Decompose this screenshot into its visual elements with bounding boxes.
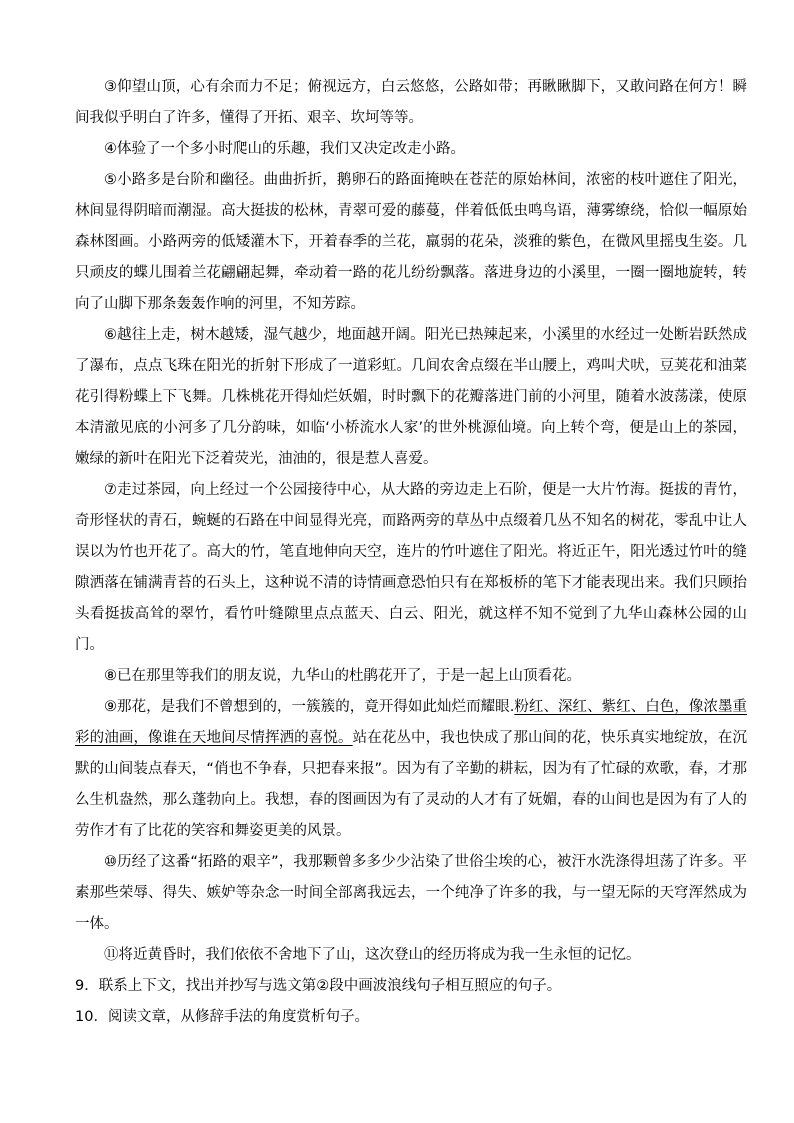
paragraph-number: ⑤ — [104, 172, 118, 188]
paragraph-text: 仰望山顶，心有余而力不足；俯视远方，白云悠悠，公路如带；再瞅瞅脚下，又敢问路在何方！瞬间我似乎明白了许多，懂得了开拓、艰辛、坎坷等等。 — [75, 79, 748, 126]
article-body — [75, 72, 747, 1033]
paragraph-text: 历经了这番“拓路的艰辛”，我那颗曾多多少少沾染了世俗尘埃的心，被汗水洗涤得坦荡了许多。平素那些荣辱、得失、嫉妒等杂念一时间全部离我远去，一个纯净了许多的我，与一望无际的天穹浑然成为一体。 — [75, 854, 747, 932]
paragraph-text-after: 站在花丛中，我也快成了那山间的花，快乐真实地绽放，在沉默的山间装点春天，“俏也不争春，只把春来报”。因为有了辛勤的耕耘，因为有了忙碌的欢歌，春，才那么生机盎然，那么蓬勃向上。我想，春的图画因为有了灵动的人才有了妩媚，春的山间也是因为有了人的劳作才有了比花的笑容和舞姿更美的风景。 — [75, 730, 747, 839]
paragraph-number: ⑧ — [104, 668, 117, 684]
paragraph-text: 已在那里等我们的朋友说，九华山的杜鹃花开了，于是一起上山顶看花。 — [117, 668, 581, 684]
paragraph-text: 小路多是台阶和幽径。曲曲折折，鹅卵石的路面掩映在苍茫的原始林间，浓密的枝叶遮住了阳光，林间显得阴暗而潮湿。高大挺拔的松林，青翠可爱的藤蔓，伴着低低虫鸣鸟语，薄雾缭绕，恰似一幅原始森林图画。小路两旁的低矮灌木下，开着春季的兰花，羸弱的花朵，淡雅的紫色，在微风里摇曳生姿。几只顽皮的蝶儿围着兰花翩翩起舞，牵动着一路的花儿纷纷飘落。落进身边的小溪里，一圈一圈地旋转，转向了山脚下那条轰轰作响的河里，不知芳踪。 — [75, 172, 748, 312]
paragraph-text: 越往上走，树木越矮，湿气越少，地面越开阔。阳光已热辣起来，小溪里的水经过一处断岩跃然成了瀑布，点点飞珠在阳光的折射下形成了一道彩虹。几间农舍点缀在半山腰上，鸡叫犬吠，豆荚花和油菜花引得粉蝶上下飞舞。几株桃花开得灿烂妖媚，时时飘下的花瓣落进门前的小河里，随着水波荡漾，使原本清澈见底的小河多了几分韵味，如临‘小桥流水人家’的世外桃源仙境。向上转个弯，便是山上的茶园，嫩绿的新叶在阳光下泛着荧光，油油的，很是惹人喜爱。 — [75, 327, 748, 467]
paragraph-number: ⑪ — [104, 947, 119, 963]
paragraph-10 — [75, 847, 747, 940]
paragraph-4 — [75, 134, 747, 165]
paragraph-5 — [75, 165, 747, 320]
paragraph-number: ③ — [104, 79, 118, 95]
paragraph-number: ⑨ — [104, 699, 118, 715]
paragraph-number: ⑥ — [104, 327, 118, 343]
paragraph-11 — [75, 940, 747, 971]
paragraph-9 — [75, 692, 747, 847]
question-9: 9．联系上下文，找出并抄写与选文第②段中画波浪线句子相互照应的句子。 — [75, 978, 562, 994]
paragraph-7 — [75, 475, 747, 661]
paragraph-number: ④ — [104, 141, 117, 157]
paragraph-8 — [75, 661, 747, 692]
paragraph-number: ⑩ — [104, 854, 118, 870]
paragraph-6 — [75, 320, 747, 475]
question-10: 10．阅读文章，从修辞手法的角度赏析句子。 — [75, 1009, 369, 1025]
underlined-sentence: 粉红、深红、紫红、白色，像浓墨重彩的油画，像谁在天地间尽情挥洒的喜悦。 — [75, 699, 748, 746]
paragraph-text: 体验了一个多小时爬山的乐趣，我们又决定改走小路。 — [117, 141, 465, 157]
paragraph-number: ⑦ — [104, 482, 118, 498]
paragraph-text-before: 那花，是我们不曾想到的，一簇簇的，竟开得如此灿烂而耀眼. — [117, 699, 515, 715]
paragraph-text: 走过茶园，向上经过一个公园接待中心，从大路的旁边走上石阶，便是一大片竹海。挺拔的青竹，奇形怪状的青石，蜿蜒的石路在中间显得光亮，而路两旁的草丛中点缀着几丛不知名的树花，零乱中让人误以为竹也开花了。高大的竹，笔直地伸向天空，连片的竹叶遮住了阳光。将近正午，阳光透过竹叶的缝隙洒落在铺满青苔的石头上，这种说不清的诗情画意恐怕只有在郑板桥的笔下才能表现出来。我们只顾抬头看挺拔高耸的翠竹，看竹叶缝隙里点点蓝天、白云、阳光，就这样不知不觉到了九华山森林公园的山门。 — [75, 482, 748, 653]
paragraph-3 — [75, 72, 747, 134]
paragraph-text: 将近黄昏时，我们依依不舍地下了山，这次登山的经历将成为我一生永恒的记忆。 — [118, 947, 641, 963]
